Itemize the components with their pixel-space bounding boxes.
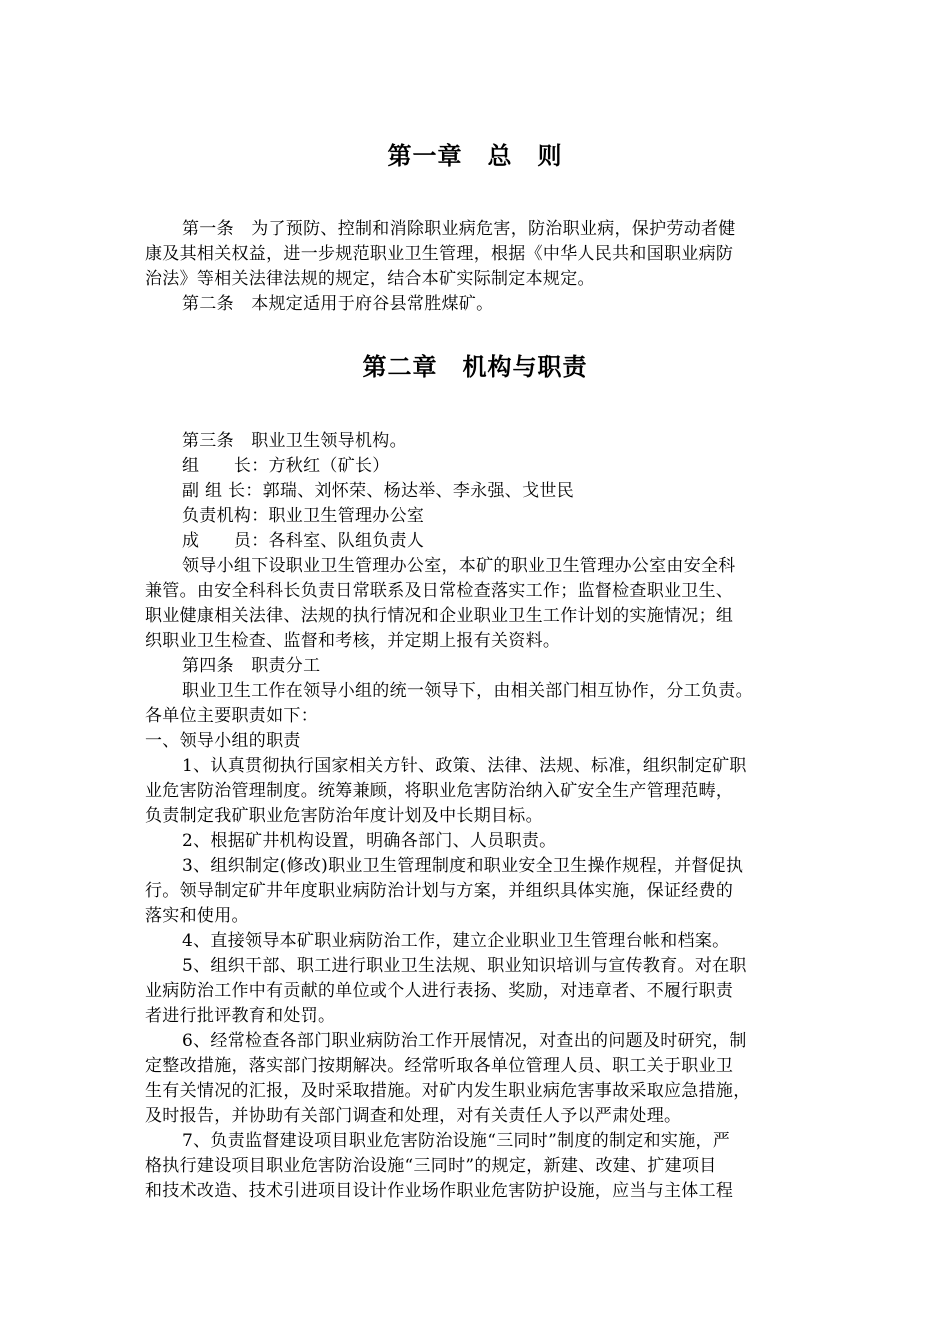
chapter-2-title: 第二章 机构与职责 — [362, 353, 588, 381]
text-line: 6、经常检查各部门职业病防治工作开展情况，对查出的问题及时研究，制 — [182, 1031, 747, 1051]
text-line: 定整改措施，落实部门按期解决。经常听取各单位管理人员、职工关于职业卫 — [145, 1056, 734, 1076]
text-line: 领导小组下设职业卫生管理办公室，本矿的职业卫生管理办公室由安全科 — [182, 556, 736, 576]
text-line: 职业卫生工作在领导小组的统一领导下，由相关部门相互协作，分工负责。 — [182, 681, 753, 701]
chapter-1-title: 第一章 总 则 — [387, 142, 563, 170]
text-line: 生有关情况的汇报，及时采取措施。对矿内发生职业病危害事故采取应急措施， — [145, 1081, 751, 1101]
text-line: 兼管。由安全科科长负责日常联系及日常检查落实工作；监督检查职业卫生、 — [145, 581, 734, 601]
text-line: 落实和使用。 — [145, 906, 249, 926]
text-line: 第一条 为了预防、控制和消除职业病危害，防治职业病，保护劳动者健 — [182, 219, 736, 239]
text-line: 7、负责监督建设项目职业危害防治设施“三同时”制度的制定和实施，严 — [182, 1131, 731, 1151]
text-line: 康及其相关权益，进一步规范职业卫生管理，根据《中华人民共和国职业病防 — [145, 244, 734, 264]
text-line: 负责机构：职业卫生管理办公室 — [182, 506, 425, 526]
text-line: 1、认真贯彻执行国家相关方针、政策、法律、法规、标准，组织制定矿职 — [182, 756, 747, 776]
text-line: 负责制定我矿职业危害防治年度计划及中长期目标。 — [145, 806, 543, 826]
text-line: 各单位主要职责如下： — [145, 706, 318, 726]
text-line: 3、组织制定(修改)职业卫生管理制度和职业安全卫生操作规程，并督促执 — [182, 856, 744, 876]
text-line: 4、直接领导本矿职业病防治工作，建立企业职业卫生管理台帐和档案。 — [182, 931, 730, 951]
text-line: 业病防治工作中有贡献的单位或个人进行表扬、奖励，对违章者、不履行职责 — [145, 981, 734, 1001]
text-line: 第三条 职业卫生领导机构。 — [182, 431, 407, 451]
text-line: 副 组 长：郭瑞、刘怀荣、杨达举、李永强、戈世民 — [182, 481, 575, 501]
text-line: 及时报告，并协助有关部门调查和处理，对有关责任人予以严肃处理。 — [145, 1106, 682, 1126]
text-line: 和技术改造、技术引进项目设计作业场作职业危害防护设施，应当与主体工程 — [145, 1181, 734, 1201]
text-line: 职业健康相关法律、法规的执行情况和企业职业卫生工作计划的实施情况；组 — [145, 606, 734, 626]
text-line: 行。领导制定矿井年度职业病防治计划与方案，并组织具体实施，保证经费的 — [145, 881, 734, 901]
text-line: 织职业卫生检查、监督和考核，并定期上报有关资料。 — [145, 631, 561, 651]
text-line: 一、领导小组的职责 — [145, 731, 301, 751]
text-line: 第四条 职责分工 — [182, 656, 321, 676]
text-line: 治法》等相关法律法规的规定，结合本矿实际制定本规定。 — [145, 269, 595, 289]
text-line: 第二条 本规定适用于府谷县常胜煤矿。 — [182, 294, 494, 314]
text-line: 2、根据矿井机构设置，明确各部门、人员职责。 — [182, 831, 557, 851]
text-line: 格执行建设项目职业危害防治设施“三同时”的规定，新建、改建、扩建项目 — [145, 1156, 717, 1176]
text-line: 组 长：方秋红（矿长） — [182, 456, 390, 476]
text-line: 业危害防治管理制度。统筹兼顾，将职业危害防治纳入矿安全生产管理范畴， — [145, 781, 734, 801]
text-line: 5、组织干部、职工进行职业卫生法规、职业知识培训与宣传教育。对在职 — [182, 956, 747, 976]
text-line: 成 员：各科室、队组负责人 — [182, 531, 425, 551]
text-line: 者进行批评教育和处罚。 — [145, 1006, 336, 1026]
